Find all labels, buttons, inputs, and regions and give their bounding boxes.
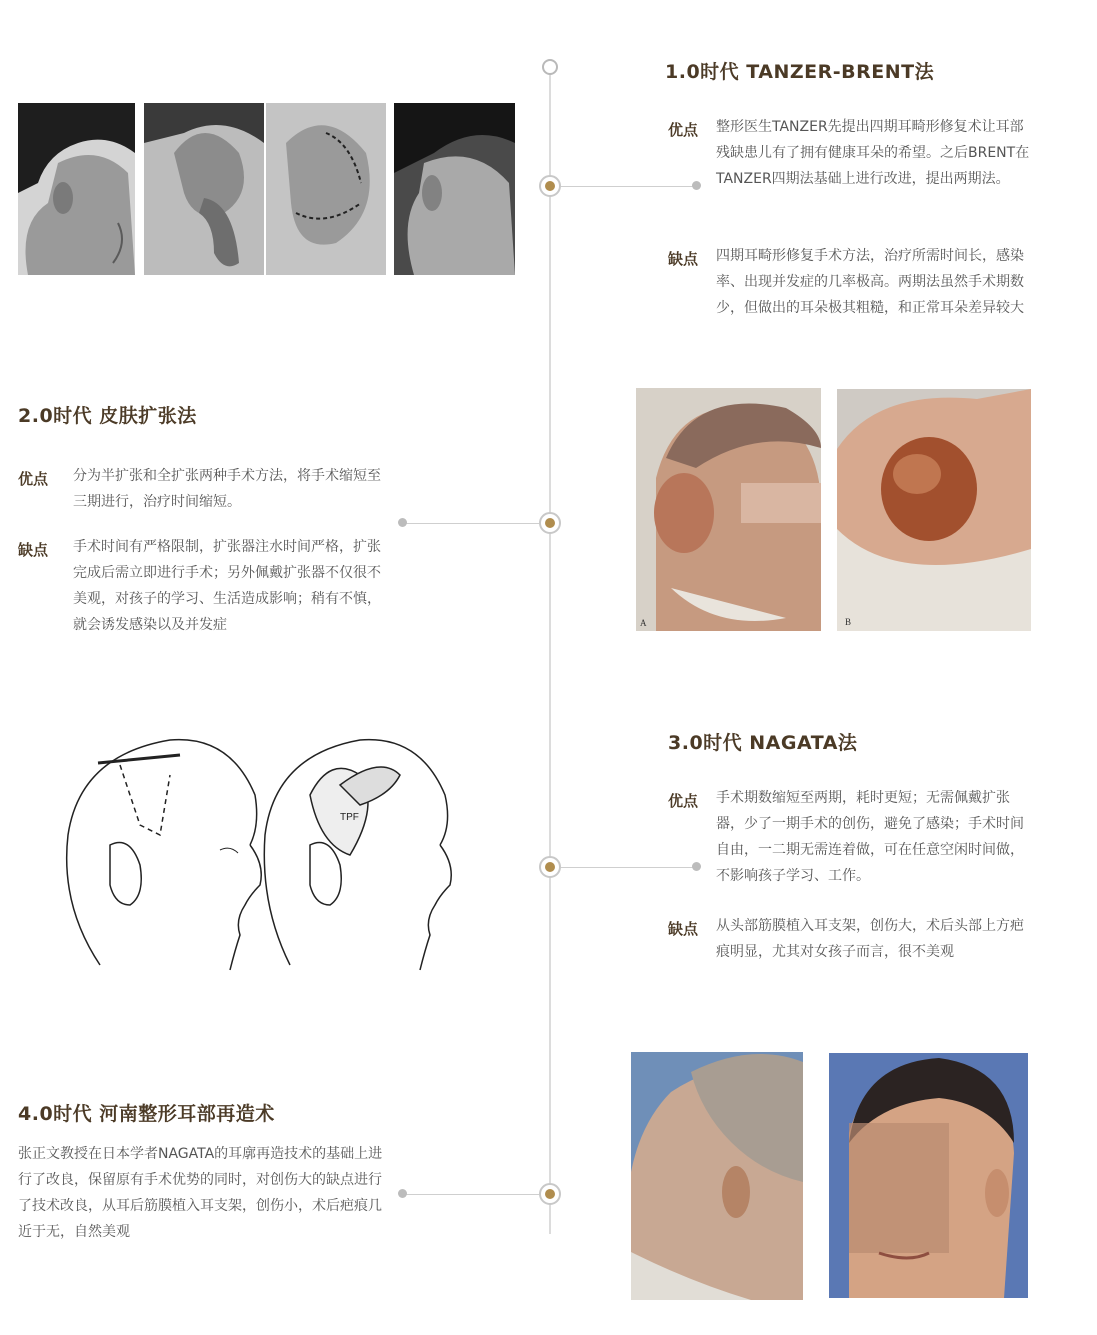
era2-photo-expander-front bbox=[636, 388, 821, 631]
connector-dot-era4 bbox=[398, 1189, 407, 1198]
era1-photo-ear-closeup bbox=[144, 103, 264, 275]
era1-cons-text: 四期耳畸形修复手术方法，治疗所需时间长，感染率、出现并发症的几率极高。两期法虽然手术期数少，但做出的耳朵极其粗糙，和正常耳朵差异较大 bbox=[716, 248, 1024, 316]
era2-photo-label-b: B bbox=[845, 617, 852, 627]
era1-photo-profile-after bbox=[394, 103, 515, 275]
connector-dot-era1 bbox=[692, 181, 701, 190]
era2-photo-label-a: A bbox=[640, 618, 647, 628]
connector-era1 bbox=[561, 186, 694, 187]
era3-pros-text: 手术期数缩短至两期，耗时更短；无需佩戴扩张器，少了一期手术的创伤，避免了感染；手术时间自由，一二期无需连着做，可在任意空闲时间做，不影响孩子学习、工作。 bbox=[716, 790, 1024, 884]
era1-photo-profile-before bbox=[18, 103, 135, 275]
timeline-node-era3 bbox=[539, 856, 561, 878]
era3-tpf-label: TPF bbox=[340, 812, 359, 823]
timeline-line bbox=[549, 74, 551, 1234]
timeline-node-era2 bbox=[539, 512, 561, 534]
era1-photo-ear-sutured bbox=[266, 103, 386, 275]
timeline-start-circle bbox=[542, 59, 558, 75]
era4-photo-side bbox=[631, 1052, 803, 1300]
era3-pros-label: 优点 bbox=[668, 792, 699, 810]
era4-title: 4.0时代 河南整形耳部再造术 bbox=[18, 1103, 275, 1125]
era2-cons-label: 缺点 bbox=[18, 541, 49, 559]
connector-dot-era3 bbox=[692, 862, 701, 871]
connector-era3 bbox=[561, 867, 694, 868]
era1-pros-text: 整形医生TANZER先提出四期耳畸形修复术让耳部残缺患儿有了拥有健康耳朵的希望。之后BRENT在TANZER四期法基础上进行改进，提出两期法。 bbox=[716, 119, 1030, 187]
era1-title: 1.0时代 TANZER-BRENT法 bbox=[665, 61, 935, 83]
era2-photo-expander-side bbox=[837, 389, 1031, 631]
era3-cons-label: 缺点 bbox=[668, 920, 699, 938]
connector-era4 bbox=[406, 1194, 539, 1195]
era3-cons-text: 从头部筋膜植入耳支架，创伤大，术后头部上方疤痕明显，尤其对女孩子而言，很不美观 bbox=[716, 918, 1024, 960]
era1-cons-label: 缺点 bbox=[668, 250, 699, 268]
era2-pros-text: 分为半扩张和全扩张两种手术方法，将手术缩短至三期进行，治疗时间缩短。 bbox=[73, 468, 381, 510]
era4-photo-front bbox=[829, 1053, 1028, 1298]
connector-dot-era2 bbox=[398, 518, 407, 527]
era2-pros-label: 优点 bbox=[18, 470, 49, 488]
timeline-node-era4 bbox=[539, 1183, 561, 1205]
era2-title: 2.0时代 皮肤扩张法 bbox=[18, 405, 197, 427]
era4-text: 张正文教授在日本学者NAGATA的耳廓再造技术的基础上进行了改良，保留原有手术优势的同时，对创伤大的缺点进行了技术改良，从耳后筋膜植入耳支架，创伤小，术后疤痕几近于无，自然美观 bbox=[18, 1146, 383, 1240]
timeline-node-era1 bbox=[539, 175, 561, 197]
era3-illustration-heads bbox=[60, 735, 460, 980]
era1-pros-label: 优点 bbox=[668, 121, 699, 139]
connector-era2 bbox=[406, 523, 539, 524]
era3-title: 3.0时代 NAGATA法 bbox=[668, 732, 858, 754]
era2-cons-text: 手术时间有严格限制，扩张器注水时间严格，扩张完成后需立即进行手术；另外佩戴扩张器不仅很不美观，对孩子的学习、生活造成影响；稍有不慎，就会诱发感染以及并发症 bbox=[73, 539, 381, 633]
